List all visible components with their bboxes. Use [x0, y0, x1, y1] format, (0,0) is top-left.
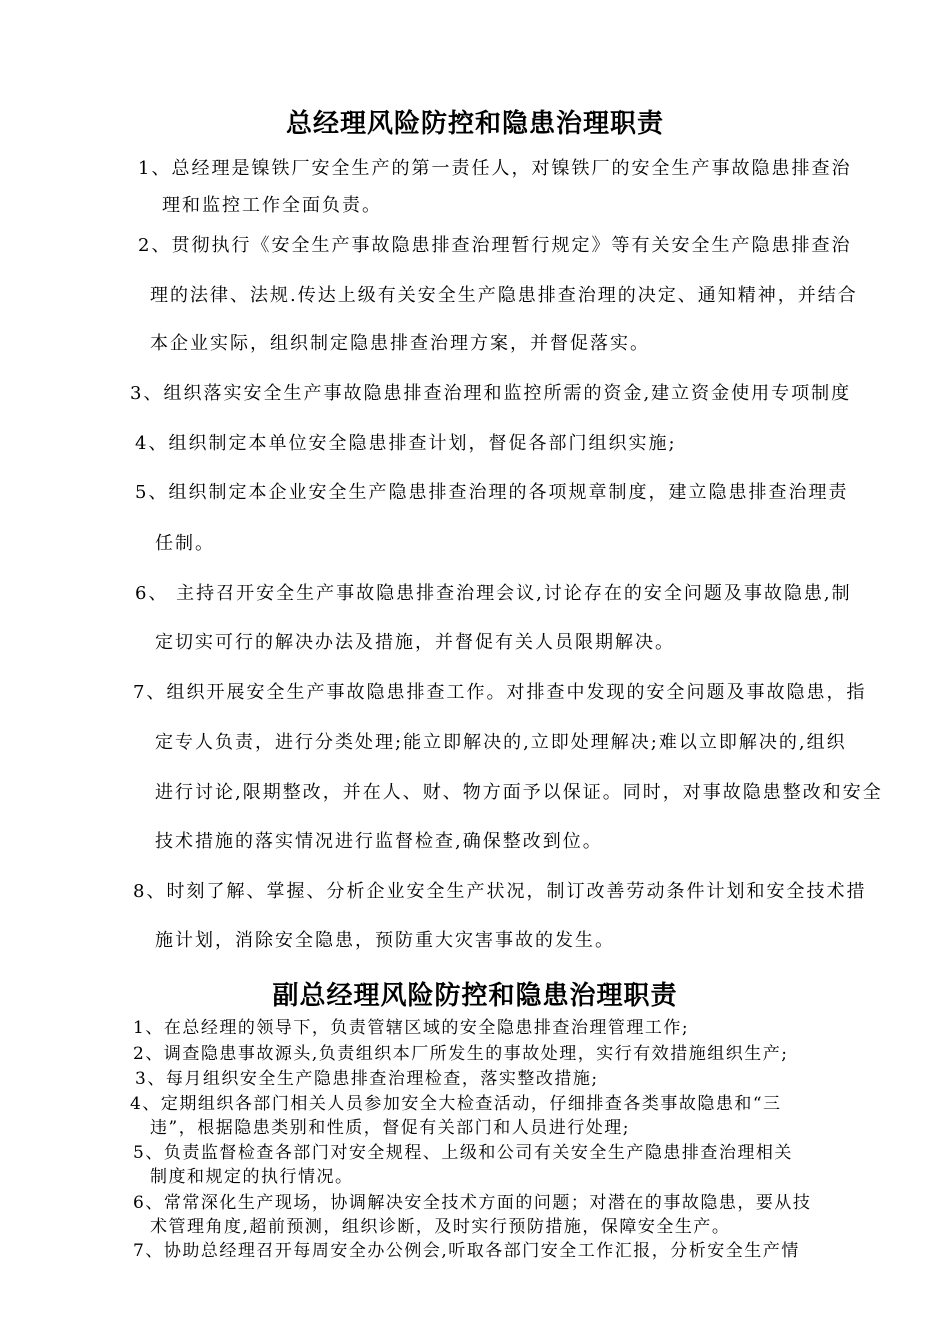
s1-line-10: 6、 主持召开安全生产事故隐患排查治理会议,讨论存在的安全问题及事故隐患,制: [135, 583, 852, 604]
s2-line-10: 7、协助总经理召开每周安全办公例会,听取各部门安全工作汇报，分析安全生产情: [133, 1241, 800, 1261]
s1-line-8: 5、组织制定本企业安全生产隐患排查治理的各项规章制度，建立隐患排查治理责: [135, 482, 849, 503]
s1-line-13: 定专人负责，进行分类处理;能立即解决的,立即处理解决;难以立即解决的,组织: [155, 732, 847, 753]
s2-line-2: 2、调查隐患事故源头,负责组织本厂所发生的事故处理，实行有效措施组织生产;: [133, 1044, 789, 1064]
s1-line-12: 7、组织开展安全生产事故隐患排查工作。对排查中发现的安全问题及事故隐患，指: [133, 682, 867, 703]
s2-line-7: 制度和规定的执行情况。: [150, 1167, 354, 1187]
s2-line-8: 6、常常深化生产现场，协调解决安全技术方面的问题；对潜在的事故隐患，要从技: [133, 1193, 812, 1213]
s1-line-17: 施计划，消除安全隐患，预防重大灾害事故的发生。: [155, 930, 615, 951]
section2-title: 副总经理风险防控和隐患治理职责: [272, 981, 678, 1011]
s2-line-4: 4、定期组织各部门相关人员参加安全大检查活动，仔细排查各类事故隐患和“三: [130, 1094, 782, 1114]
s1-line-4: 理的法律、法规.传达上级有关安全生产隐患排查治理的决定、通知精神，并结合: [150, 285, 858, 306]
s2-line-3: 3、每月组织安全生产隐患排查治理检查，落实整改措施;: [135, 1069, 599, 1089]
s1-line-3: 2、贯彻执行《安全生产事故隐患排查治理暂行规定》等有关安全生产隐患排查治: [138, 235, 852, 256]
s2-line-5: 违”，根据隐患类别和性质，督促有关部门和人员进行处理;: [150, 1118, 630, 1138]
section1-title: 总经理风险防控和隐患治理职责: [285, 109, 664, 139]
s1-line-5: 本企业实际，组织制定隐患排查治理方案，并督促落实。: [150, 333, 650, 354]
s2-line-9: 术管理角度,超前预测，组织诊断，及时实行预防措施，保障安全生产。: [150, 1217, 731, 1237]
s1-line-14: 进行讨论,限期整改，并在人、财、物方面予以保证。同时，对事故隐患整改和安全: [155, 782, 883, 803]
s1-line-7: 4、组织制定本单位安全隐患排查计划，督促各部门组织实施;: [135, 433, 677, 454]
s1-line-15: 技术措施的落实情况进行监督检查,确保整改到位。: [155, 831, 603, 852]
s2-line-6: 5、负责监督检查各部门对安全规程、上级和公司有关安全生产隐患排查治理相关: [133, 1143, 793, 1163]
s1-line-6: 3、组织落实安全生产事故隐患排查治理和监控所需的资金,建立资金使用专项制度: [130, 383, 852, 404]
s1-line-16: 8、时刻了解、掌握、分析企业安全生产状况，制订改善劳动条件计划和安全技术措: [133, 881, 867, 902]
s1-line-9: 任制。: [155, 533, 215, 554]
s1-line-2: 理和监控工作全面负责。: [162, 195, 382, 216]
s1-line-11: 定切实可行的解决办法及措施，并督促有关人员限期解决。: [155, 632, 675, 653]
s1-line-1: 1、总经理是镍铁厂安全生产的第一责任人，对镍铁厂的安全生产事故隐患排查治: [138, 158, 852, 179]
s2-line-1: 1、在总经理的领导下，负责管辖区域的安全隐患排查治理管理工作;: [133, 1018, 690, 1038]
